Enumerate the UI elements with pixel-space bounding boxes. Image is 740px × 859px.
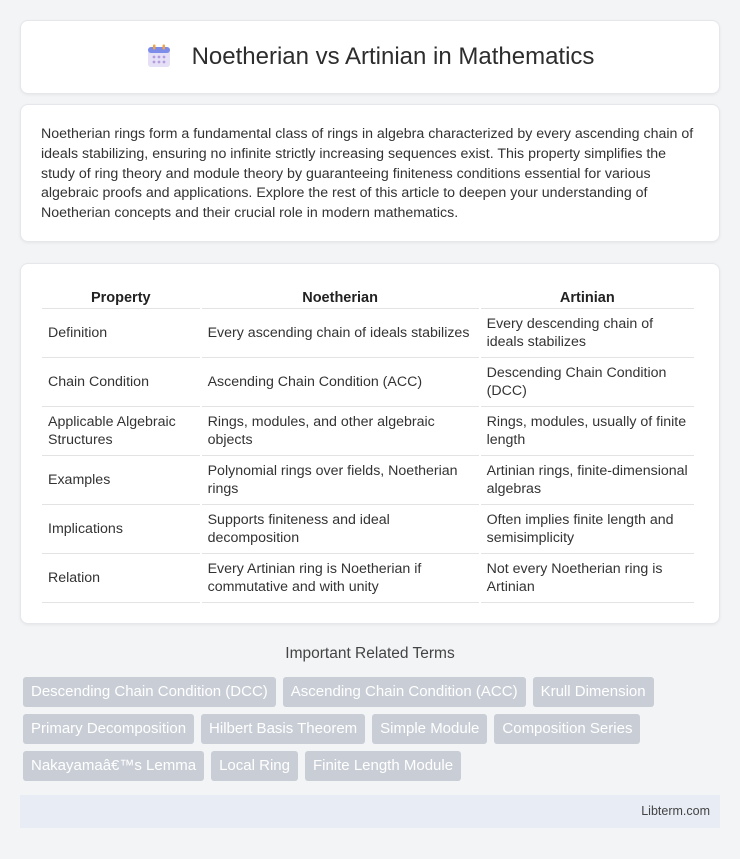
column-header: Artinian <box>481 284 694 309</box>
table-row <box>42 358 694 407</box>
header-card <box>20 20 720 94</box>
column-header: Property <box>42 284 200 309</box>
comparison-table <box>40 284 696 603</box>
table-row <box>42 554 694 603</box>
footer-site-link[interactable]: Libterm.com <box>641 804 710 818</box>
table-cell: Every Artinian ring is Noetherian if commutative and with unity <box>202 554 479 603</box>
table-card <box>20 263 720 624</box>
table-cell: Every descending chain of ideals stabilizes <box>481 309 694 358</box>
column-header: Noetherian <box>202 284 479 309</box>
related-terms-list <box>23 677 723 788</box>
related-term-tag[interactable]: Composition Series <box>494 714 640 744</box>
related-term-tag[interactable]: Krull Dimension <box>533 677 654 707</box>
related-term-tag[interactable]: Simple Module <box>372 714 487 744</box>
table-cell: Supports finiteness and ideal decomposition <box>202 505 479 554</box>
table-cell: Every ascending chain of ideals stabilizes <box>202 309 479 358</box>
calendar-icon <box>146 43 172 69</box>
table-cell: Rings, modules, usually of finite length <box>481 407 694 456</box>
table-cell: Not every Noetherian ring is Artinian <box>481 554 694 603</box>
table-cell: Often implies finite length and semisimplicity <box>481 505 694 554</box>
related-term-tag[interactable]: Descending Chain Condition (DCC) <box>23 677 276 707</box>
related-term-tag[interactable]: Hilbert Basis Theorem <box>201 714 365 744</box>
table-header-row <box>42 284 694 309</box>
intro-card <box>20 104 720 242</box>
table-cell: Descending Chain Condition (DCC) <box>481 358 694 407</box>
related-terms-title: Important Related Terms <box>285 645 455 662</box>
related-term-tag[interactable]: Finite Length Module <box>305 751 461 781</box>
related-term-tag[interactable]: Local Ring <box>211 751 298 781</box>
table-cell: Relation <box>42 554 200 603</box>
table-cell: Ascending Chain Condition (ACC) <box>202 358 479 407</box>
related-term-tag[interactable]: Nakayamaâ€™s Lemma <box>23 751 204 781</box>
table-cell: Implications <box>42 505 200 554</box>
table-row <box>42 456 694 505</box>
intro-text: Noetherian rings form a fundamental class of rings in algebra characterized by every ascending chain of ideals stabilizing, ensuring no infinite strictly increasing sequences exist. This property simplifies the study of ring theory and module theory by guaranteeing finiteness conditions essential for various algebraic proofs and applications. Explore the rest of this article to deepen your understanding of Noetherian concepts and their crucial role in modern mathematics. <box>41 126 694 222</box>
related-term-tag[interactable]: Primary Decomposition <box>23 714 194 744</box>
table-cell: Polynomial rings over fields, Noetherian rings <box>202 456 479 505</box>
table-row <box>42 309 694 358</box>
table-cell: Rings, modules, and other algebraic objects <box>202 407 479 456</box>
page-title: Noetherian vs Artinian in Mathematics <box>191 43 595 70</box>
table-row <box>42 407 694 456</box>
table-cell: Artinian rings, finite-dimensional algebras <box>481 456 694 505</box>
table-cell: Definition <box>42 309 200 358</box>
related-term-tag[interactable]: Ascending Chain Condition (ACC) <box>283 677 526 707</box>
table-cell: Applicable Algebraic Structures <box>42 407 200 456</box>
table-row <box>42 505 694 554</box>
footer <box>20 795 720 828</box>
table-cell: Examples <box>42 456 200 505</box>
table-cell: Chain Condition <box>42 358 200 407</box>
